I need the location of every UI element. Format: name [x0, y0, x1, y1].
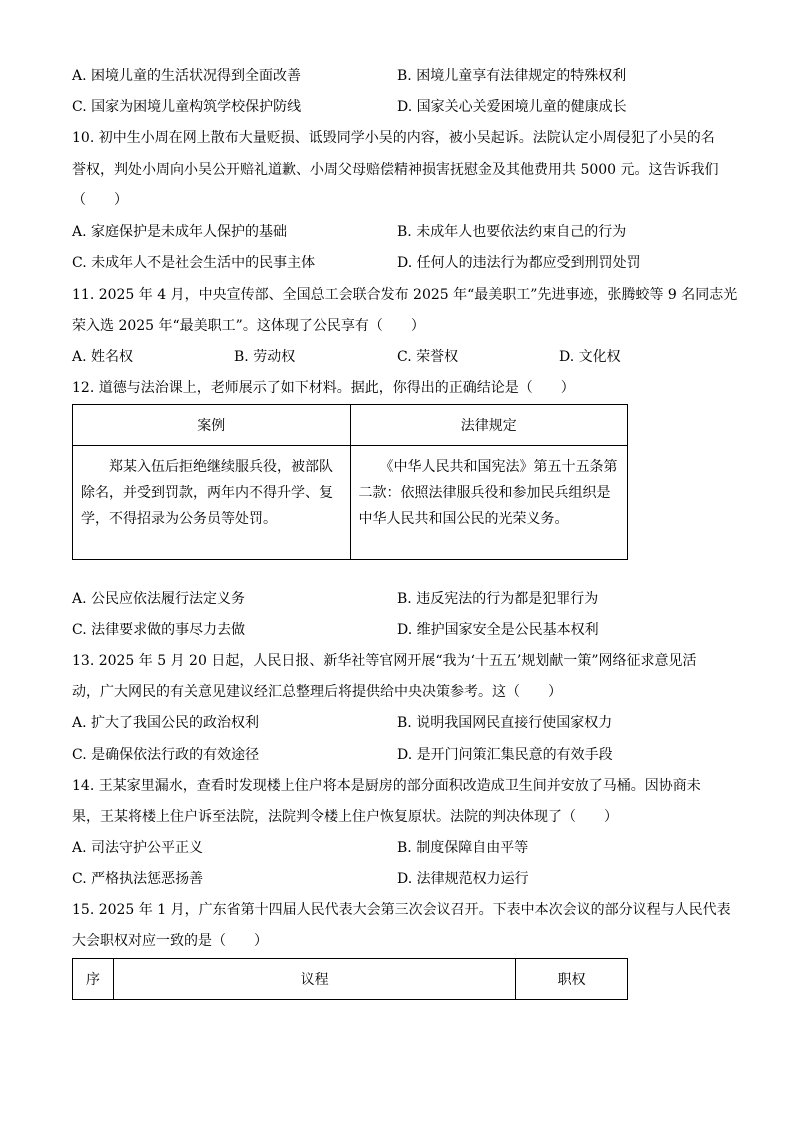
q15-table-header-power: 职权: [516, 959, 628, 1000]
q13-option-c: C. 是确保依法行政的有效途径: [72, 747, 260, 763]
q11-option-d: D. 文化权: [559, 349, 621, 365]
q12-table-header-law: 法律规定: [350, 405, 628, 446]
q15-agenda-table: [72, 958, 628, 1000]
q12-table-header-case: 案例: [73, 405, 351, 446]
q10-option-d: D. 任何人的违法行为都应受到刑罚处罚: [397, 255, 641, 271]
q14-stem-line2: 果，王某将楼上住户诉至法院，法院判令楼上住户恢复原状。法院的判决体现了（ ）: [72, 809, 618, 825]
q10-option-b: B. 未成年人也要依法约束自己的行为: [397, 224, 627, 240]
q9-option-c: C. 国家为困境儿童构筑学校保护防线: [72, 99, 302, 115]
q10-stem-line1: 10. 初中生小周在网上散布大量贬损、诋毁同学小吴的内容，被小吴起诉。法院认定小周侵犯了小吴的名: [72, 130, 715, 146]
q12-option-b: B. 违反宪法的行为都是犯罪行为: [397, 591, 599, 607]
q14-option-c: C. 严格执法惩恶扬善: [72, 871, 204, 887]
q13-option-d: D. 是开门问策汇集民意的有效手段: [397, 747, 613, 763]
q11-option-b: B. 劳动权: [234, 349, 296, 365]
q15-stem-line2: 大会职权对应一致的是（ ）: [72, 933, 268, 949]
q9-option-a: A. 困境儿童的生活状况得到全面改善: [72, 68, 302, 84]
q10-stem-line2: 誉权，判处小周向小吴公开赔礼道歉、小周父母赔偿精神损害抚慰金及其他费用共 5000 元。这告诉我们: [72, 162, 719, 178]
q12-table-case-text: 郑某入伍后拒绝继续服兵役，被部队除名，并受到罚款，两年内不得升学、复学，不得招录为公务员等处罚。: [73, 446, 351, 560]
q12-stem: 12. 道德与法治课上，老师展示了如下材料。据此，你得出的正确结论是（ ）: [72, 380, 575, 396]
q10-answer-blank: （ ）: [72, 192, 128, 208]
q14-option-a: A. 司法守护公平正义: [72, 840, 204, 856]
q15-table-header-no: 序: [73, 959, 114, 1000]
q12-option-d: D. 维护国家安全是公民基本权利: [397, 622, 599, 638]
q11-stem-line2: 荣入选 2025 年“最美职工”。这体现了公民享有（ ）: [72, 318, 425, 334]
q10-option-c: C. 未成年人不是社会生活中的民事主体: [72, 255, 316, 271]
q15-stem-line1: 15. 2025 年 1 月，广东省第十四届人民代表大会第三次会议召开。下表中本次会议的部分议程与人民代表: [72, 902, 731, 918]
q13-stem-line2: 动，广大网民的有关意见建议经汇总整理后将提供给中央决策参考。这（ ）: [72, 684, 562, 700]
q9-option-b: B. 困境儿童享有法律规定的特殊权利: [397, 68, 627, 84]
q10-option-a: A. 家庭保护是未成年人保护的基础: [72, 224, 288, 240]
q14-stem-line1: 14. 王某家里漏水，查看时发现楼上住户将本是厨房的部分面积改造成卫生间并安放了马桶。因协商未: [72, 778, 701, 794]
q13-option-a: A. 扩大了我国公民的政治权利: [72, 715, 260, 731]
q14-option-b: B. 制度保障自由平等: [397, 840, 529, 856]
q12-option-a: A. 公民应依法履行法定义务: [72, 591, 246, 607]
q12-material-table: [72, 404, 628, 560]
q11-option-c: C. 荣誉权: [397, 349, 459, 365]
q13-option-b: B. 说明我国网民直接行使国家权力: [397, 715, 613, 731]
q13-stem-line1: 13. 2025 年 5 月 20 日起，人民日报、新华社等官网开展“我为‘十五五’规划献一策”网络征求意见活: [72, 653, 697, 669]
q12-table-law-text: 《中华人民共和国宪法》第五十五条第二款：依照法律服兵役和参加民兵组织是中华人民共和国公民的光荣义务。: [350, 446, 628, 560]
q14-option-d: D. 法律规范权力运行: [397, 871, 529, 887]
q12-option-c: C. 法律要求做的事尽力去做: [72, 622, 246, 638]
q9-option-d: D. 国家关心关爱困境儿童的健康成长: [397, 99, 627, 115]
q11-stem-line1: 11. 2025 年 4 月，中央宣传部、全国总工会联合发布 2025 年“最美职工”先进事迹，张腾蛟等 9 名同志光: [72, 287, 738, 303]
q15-table-header-agenda: 议程: [113, 959, 515, 1000]
q11-option-a: A. 姓名权: [72, 349, 134, 365]
